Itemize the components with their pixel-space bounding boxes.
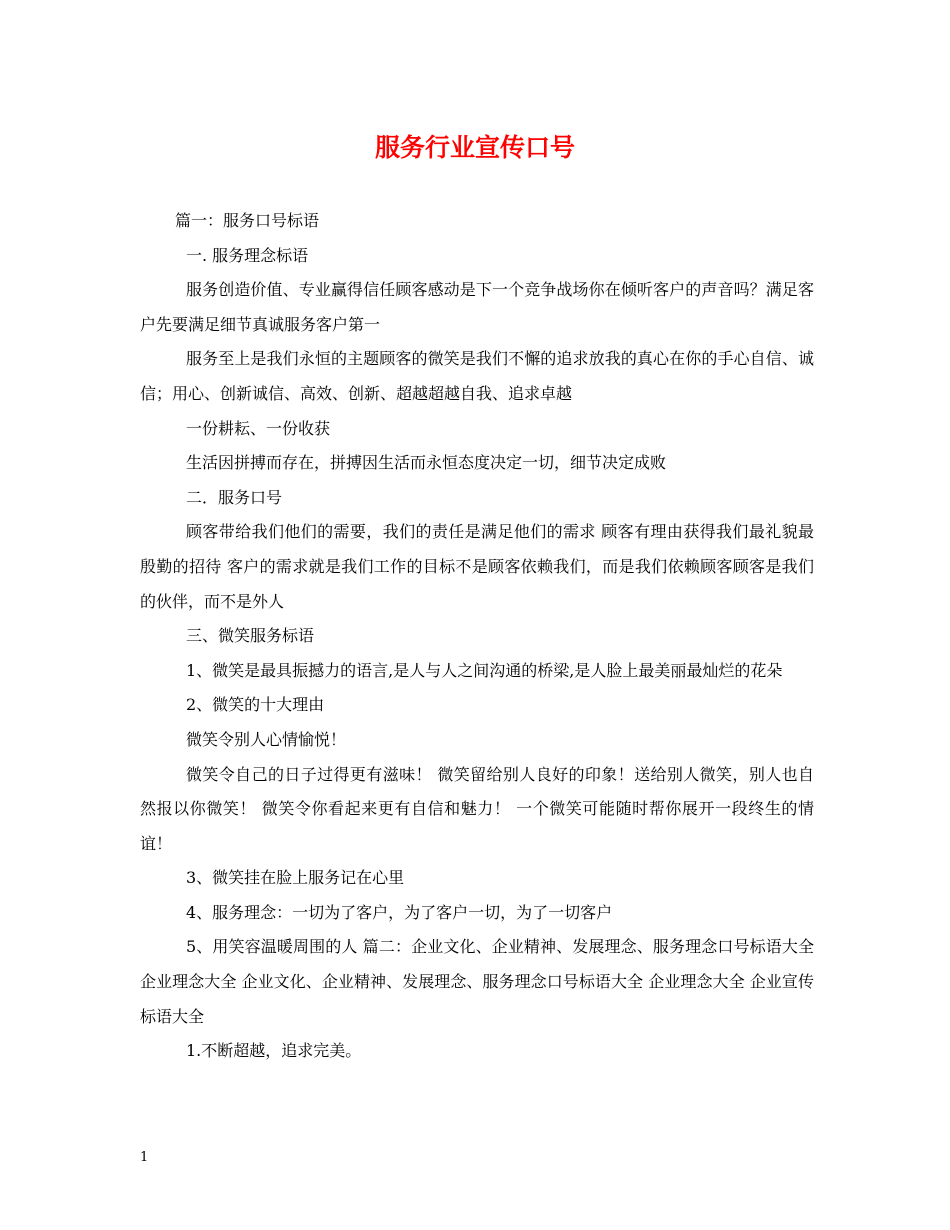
paragraph: 一份耕耘、一份收获	[186, 418, 331, 438]
paragraph: 生活因拼搏而存在，拼搏因生活而永恒态度决定一切，细节决定成败	[186, 453, 667, 473]
paragraph: 顾客带给我们他们的需要，我们的责任是满足他们的需求 顾客有理由获得我们最礼貌最殷勤的招待 客户的需求就是我们工作的目标不是顾客依赖我们，而是我们依赖顾客顾客是我们的伙伴，而不是外人	[140, 522, 814, 611]
paragraph: 微笑令别人心情愉悦！	[186, 729, 347, 749]
paragraph: 3、微笑挂在脸上服务记在心里	[186, 868, 405, 888]
document-body	[140, 204, 814, 1069]
paragraph-heading: 二．服务口号	[186, 487, 283, 507]
paragraph: 1、微笑是最具振撼力的语言,是人与人之间沟通的桥梁,是人脸上最美丽最灿烂的花朵	[186, 660, 783, 680]
paragraph: 5、用笑容温暖周围的人 篇二：企业文化、企业精神、发展理念、服务理念口号标语大全 企业理念大全 企业文化、企业精神、发展理念、服务理念口号标语大全 企业理念大全 企业宣传标语大全	[140, 937, 814, 1026]
document-title: 服务行业宣传口号	[374, 133, 575, 162]
paragraph: 1.不断超越，追求完美。	[186, 1041, 362, 1061]
paragraph: 4、服务理念：一切为了客户，为了客户一切，为了一切客户	[186, 902, 613, 922]
paragraph-section-heading: 篇一：服务口号标语	[175, 211, 320, 230]
paragraph: 服务至上是我们永恒的主题顾客的微笑是我们不懈的追求放我的真心在你的手心自信、诚信；用心、创新诚信、高效、创新、超越超越自我、追求卓越	[140, 349, 814, 403]
paragraph: 2、微笑的十大理由	[186, 695, 325, 715]
paragraph: 服务创造价值、专业赢得信任顾客感动是下一个竞争战场你在倾听客户的声音吗？满足客户先要满足细节真诚服务客户第一	[140, 280, 814, 334]
paragraph-heading: 一. 服务理念标语	[186, 245, 309, 265]
paragraph-heading: 三、微笑服务标语	[186, 626, 315, 646]
paragraph: 微笑令自己的日子过得更有滋味！ 微笑留给别人良好的印象！送给别人微笑，别人也自然报以你微笑！ 微笑令你看起来更有自信和魅力！ 一个微笑可能随时帮你展开一段终生的情谊！	[140, 764, 814, 853]
page-number: 1	[140, 1150, 149, 1165]
